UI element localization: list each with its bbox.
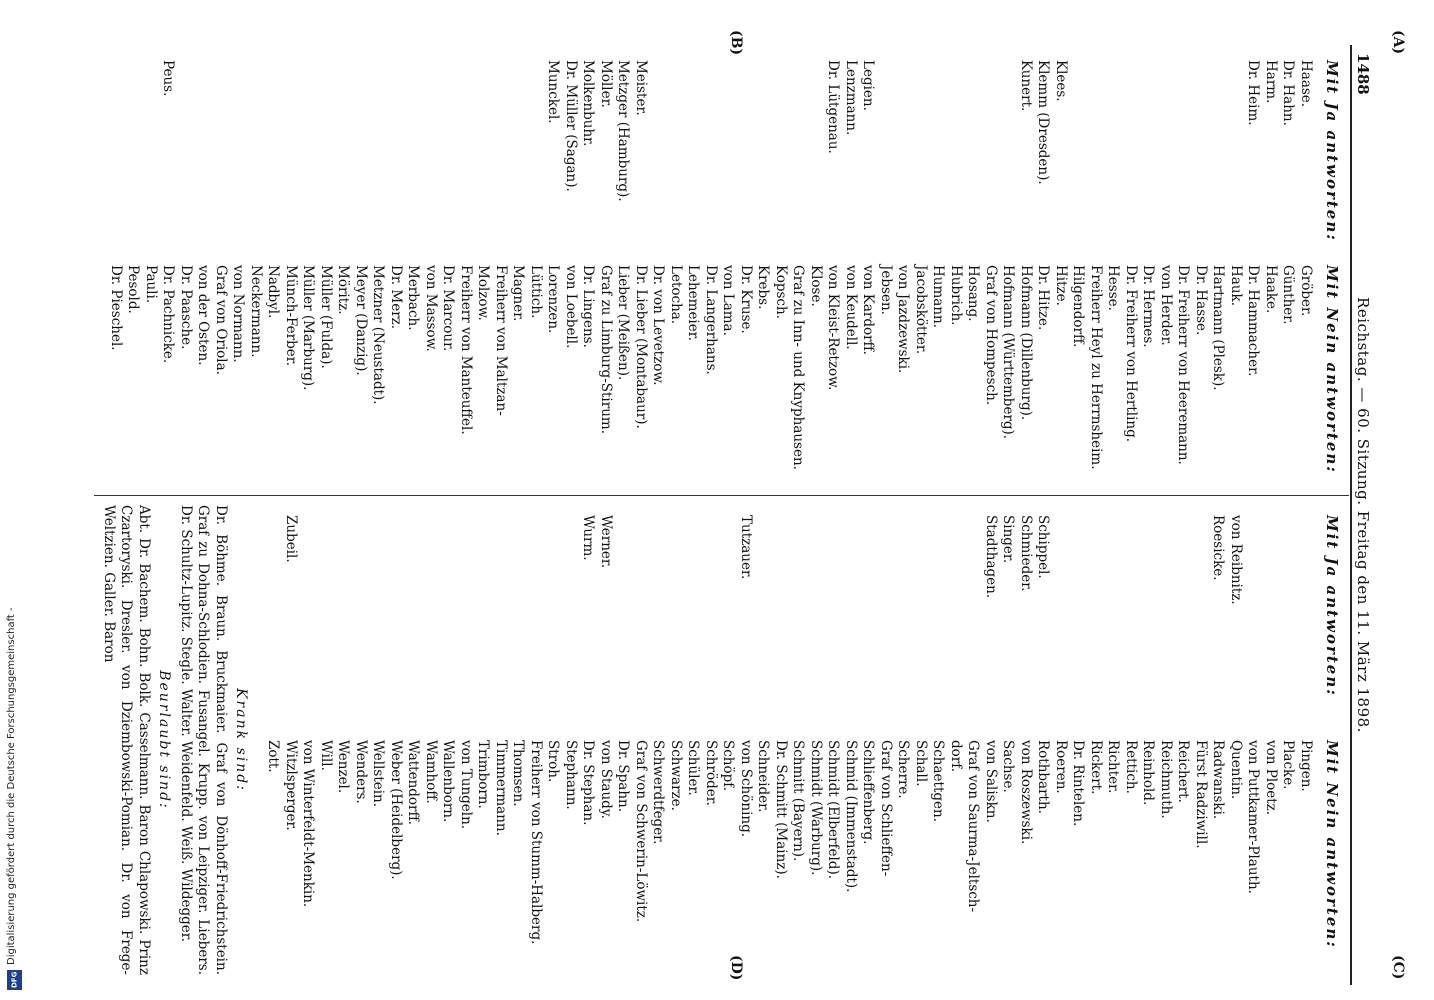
right-yes-entry [422,515,440,605]
right-yes-entry: Tutzauer. [738,515,754,580]
right-yes-entry [824,515,842,605]
left-no-entry: Dr. Hermes. [1140,265,1157,348]
right-no-entry: Richter. [1105,740,1122,794]
left-yes-entry [1087,60,1105,202]
left-no-entry: Meyer (Danzig). [353,265,369,376]
left-yes-entry [229,60,247,202]
left-yes-entry [789,60,807,202]
left-yes-entry [194,60,212,202]
left-yes-entry [527,60,545,202]
right-no-entry: Schröder. [703,740,719,806]
right-no-entry: Schlieffenberg. [860,740,877,845]
right-yes-entry [964,515,982,605]
right-yes-entry [719,515,737,605]
right-no-entry: Rettich. [1123,740,1139,794]
left-yes-entry [247,60,265,202]
margin-mark-d: (D) [728,955,744,981]
left-no-entry: von Massow. [423,265,439,352]
right-no-entry: von Roszewski. [1018,740,1034,845]
right-yes-entry [474,515,492,605]
right-yes-entry [1192,515,1210,605]
left-no-list [107,265,1315,470]
right-no-entry: von Saliskn. [983,740,999,823]
right-no-entry: Freiherr von Stumm-Halberg. [528,740,544,945]
right-yes-entry: Schmieder. [1018,515,1034,592]
left-yes-entry: Klemm (Dresden). [1035,60,1052,185]
right-yes-entry [1157,515,1175,605]
left-yes-entry [877,60,895,202]
right-yes-entry [1104,515,1122,605]
left-no-entry: Merbach. [405,265,422,331]
left-yes-entry [1192,60,1210,202]
left-yes-entry: Dr. Müller (Sagan). [563,60,579,192]
right-no-entry: Graf von Saurma-Jeltsch- [965,740,982,913]
right-no-entry: Will. [318,740,334,771]
right-yes-entry [369,515,387,605]
right-no-entry: Wellstein. [370,740,387,808]
left-no-entry: von Herder. [1158,265,1174,346]
left-no-entry: Graf zu Limburg-Stirum. [598,265,614,434]
left-yes-entry [982,60,1000,202]
left-yes-entry [212,60,230,202]
left-no-entry: Hartmann (Plesk). [1210,265,1227,391]
right-yes-entry [1279,515,1297,605]
right-yes-entry [1052,515,1070,605]
right-no-entry: Schmidt (Elberfeld). [825,740,842,880]
right-yes-entry [912,515,930,605]
left-yes-entry [509,60,527,202]
left-no-entry: Dr. Merz. [388,265,404,330]
right-yes-entry [877,515,895,605]
right-yes-entry [387,515,405,605]
right-yes-entry [894,515,912,605]
right-yes-entry [842,515,860,605]
left-yes-entry [772,60,790,202]
right-yes-entry: Werner. [598,515,614,569]
right-no-entry: Wallenborn. [440,740,457,823]
left-yes-entry [1209,60,1227,202]
right-yes-entry [1069,515,1087,605]
left-yes-entry [369,60,387,202]
right-no-entry: Scherre. [895,740,912,799]
right-yes-entry [702,515,720,605]
left-yes-entry [1227,60,1245,202]
left-yes-entry [422,60,440,202]
left-no-entry: Molzow. [475,265,492,321]
left-no-entry: Lieber (Meißen). [615,265,632,381]
left-no-entry: Graf von Hompesch. [983,265,999,406]
right-no-entry: Quentin. [1228,740,1244,800]
right-yes-entry [667,515,685,605]
left-no-entry: Hesse. [1105,265,1122,311]
right-yes-entry [334,515,352,605]
right-yes-entry: Roesicke. [1210,515,1227,581]
right-no-list [264,740,1314,944]
right-yes-entry [684,515,702,605]
right-yes-entry: Stadthagen. [983,515,999,599]
left-no-entry: Dr. von Levetzow. [650,265,667,386]
left-yes-entry: Möller. [598,60,614,108]
left-yes-entry [912,60,930,202]
right-no-entry: Pingen. [1298,740,1314,792]
right-no-entry: Schwarze. [668,740,684,811]
left-no-entry: Pesold. [125,265,142,314]
right-no-heading: Mit Nein antworten: [1323,740,1341,949]
left-no-entry: Günther. [1280,265,1297,325]
left-yes-entry [1174,60,1192,202]
left-yes-entry: Harm. [1263,60,1279,104]
right-yes-entry [1244,515,1262,605]
left-no-entry: Graf zu Inn- und Knyphausen. [790,265,807,470]
right-no-entry: von Ploetz. [1263,740,1279,816]
right-no-entry: Schmidt (Warburg). [808,740,824,876]
right-no-entry: Reichert. [1175,740,1192,803]
right-no-entry: Sachse. [1000,740,1017,793]
left-no-entry: Hosang. [965,265,982,322]
right-no-entry: Schneider. [755,740,772,813]
left-no-entry: Münch-Ferber. [283,265,299,366]
left-no-entry: Haake. [1263,265,1279,314]
right-yes-entry [509,515,527,605]
right-no-entry: Placke. [1280,740,1297,790]
margin-mark-b: (B) [728,30,744,56]
right-no-entry: von Tungeln. [458,740,474,830]
left-yes-entry [387,60,405,202]
right-no-entry: Graf von Schlieffen- [878,740,894,877]
left-no-entry: Dr. Hammacher. [1245,265,1262,377]
right-no-entry: Schöpf. [720,740,737,792]
right-no-entry: Schwerdtfeger. [650,740,667,845]
right-yes-entry [614,515,632,605]
left-yes-entry [737,60,755,202]
right-yes-entry: Zubeil. [283,515,299,563]
left-yes-entry [1069,60,1087,202]
right-yes-entry [1122,515,1140,605]
right-yes-entry [1139,515,1157,605]
page-header [1350,45,1392,985]
left-yes-entry [299,60,317,202]
left-no-entry: von Kleist-Retzow. [825,265,842,391]
left-no-entry: Dr. Marcour. [440,265,457,352]
margin-mark-a: (A) [1390,30,1406,55]
right-no-entry: Reinhold. [1140,740,1157,806]
right-yes-entry [562,515,580,605]
right-yes-entry [772,515,790,605]
right-no-entry: Zott. [265,740,282,773]
right-no-entry: von Winterfeldt-Menkin. [300,740,317,908]
left-no-entry: Dr. Pachnicke. [160,265,177,364]
left-yes-entry [667,60,685,202]
left-no-entry: Hofmann (Württemberg). [1000,265,1017,440]
right-no-entry: von Puttkamer-Plauth. [1245,740,1262,894]
left-no-heading: Mit Nein antworten: [1323,265,1341,474]
right-yes-entry [1262,515,1280,605]
right-yes-entry [929,515,947,605]
left-no-entry: Dr. Hitze. [1035,265,1052,331]
left-yes-entry [719,60,737,202]
left-yes-entry [964,60,982,202]
left-yes-entry [457,60,475,202]
right-yes-entry [492,515,510,605]
left-yes-entry [352,60,370,202]
right-no-entry: Graf von Schwerin-Löwitz. [633,740,649,923]
right-yes-entry: Wurm. [580,515,597,561]
right-no-entry: Witzlsperger. [283,740,299,831]
left-no-entry: Humann. [930,265,947,328]
left-no-entry: Dr. Hasse. [1193,265,1209,336]
leave-heading: Beurlaubt sind: [156,670,172,810]
left-yes-entry: Dr. Lütgenau. [825,60,842,154]
left-no-entry: Müller (Fulda). [318,265,334,369]
right-yes-entry [807,515,825,605]
left-no-entry: Jebsen. [878,265,894,315]
left-no-entry: Hauk. [1228,265,1244,306]
left-yes-entry [317,60,335,202]
right-no-entry: Roeren. [1053,740,1069,794]
left-no-entry: Lüttich. [528,265,544,319]
right-yes-entry [404,515,422,605]
left-no-entry: Graf von Oriola. [213,265,229,375]
left-yes-entry [282,60,300,202]
left-no-entry: Kopsch. [773,265,789,319]
left-no-entry: Lorenzen. [545,265,562,334]
right-yes-entry [1297,515,1315,605]
left-yes-entry: Dr. Hahn. [1280,60,1297,126]
left-yes-entry [649,60,667,202]
right-no-entry: Schmid (Immenstadt). [843,740,859,893]
page-number: 1488 [1354,53,1372,95]
right-yes-entry [649,515,667,605]
right-no-entry: Schüler. [685,740,702,796]
left-no-entry: Dr. Pieschel. [108,265,124,351]
page-title: Reichstag. — 60. Sitzung. Freitag den 11. März 1898. [1354,297,1372,733]
left-yes-entry [807,60,825,202]
right-no-entry: Reichmuth. [1158,740,1174,819]
right-yes-entry [789,515,807,605]
left-yes-entry: Munckel. [545,60,562,124]
right-yes-entry [1174,515,1192,605]
left-yes-entry [1122,60,1140,202]
right-no-entry: von Schöning. [738,740,754,838]
left-yes-entry [947,60,965,202]
sick-heading: Krank sind: [233,688,249,792]
left-no-entry: Dr. Paasche. [178,265,194,350]
left-no-entry: Dr. Langerhans. [703,265,719,375]
left-no-entry: Krebs. [755,265,772,310]
right-yes-entry [754,515,772,605]
left-no-entry: von Kardorff. [860,265,877,355]
right-no-entry: Stroh. [545,740,562,783]
left-no-entry: von Lama. [720,265,737,336]
left-yes-entry: Metzger (Hamburg). [615,60,632,202]
left-yes-entry: Dr. Heim. [1245,60,1262,126]
left-yes-entry [702,60,720,202]
left-no-entry: Hofmann (Dillenburg). [1018,265,1034,421]
right-no-entry: Trimborn. [475,740,492,809]
left-no-entry: von Keudell. [843,265,859,350]
right-no-entry: Wamhoff. [423,740,439,804]
left-no-entry: Dr. Kruse. [738,265,754,334]
right-yes-entry [439,515,457,605]
left-no-entry: Dr. Lieber (Montabaur). [633,265,649,429]
credit-text: Digitalisierung gefördert durch die Deutsche Forschungsgemeinschaft - [6,607,17,965]
left-yes-entry [684,60,702,202]
left-no-entry: Hubrich. [948,265,964,326]
left-yes-entry [754,60,772,202]
left-no-entry: Neckermann. [248,265,264,358]
right-no-entry: Stephann. [563,740,579,810]
right-no-entry: Fürst Radziwill. [1193,740,1209,849]
right-yes-entry [352,515,370,605]
left-yes-list [159,60,1314,202]
left-no-entry: Freiherr von Manteuffel. [458,265,474,435]
right-no-entry: von Staudy. [598,740,614,819]
left-yes-entry [404,60,422,202]
right-no-entry: Radwanski. [1210,740,1227,820]
margin-mark-c: (C) [1390,955,1406,980]
dfg-credit [6,605,24,990]
right-no-entry: Schmitt (Bayern). [790,740,807,862]
right-no-entry: dorf. [948,740,964,773]
left-yes-entry: Meister. [633,60,649,116]
right-no-entry: Wenzel. [335,740,352,794]
right-yes-entry [1087,515,1105,605]
right-yes-entry [859,515,877,605]
right-yes-entry: von Reibnitz. [1228,515,1244,605]
right-no-entry: Dr. Schmitt (Mainz). [773,740,789,879]
right-no-entry: Schaettgen. [930,740,947,823]
leave-text: Abt. Dr. Bachem. Bohn. Bolk. Casselmann. Baron Chlapowski. Prinz Czartoryski. Dresler. von Dziembowski-Pomian. Dr. von Frege-Weltzien. Galler. Baron [101,505,152,975]
left-no-entry: von der Osten. [195,265,212,366]
left-yes-entry [1139,60,1157,202]
right-no-entry: Weber (Heidelberg). [388,740,404,880]
left-yes-entry [999,60,1017,202]
left-yes-entry [177,60,195,202]
left-no-entry: Letocha. [668,265,684,325]
left-no-entry: Metzner (Neustadt). [370,265,387,405]
left-yes-entry [474,60,492,202]
left-no-entry: Freiherr Heyl zu Herrnsheim. [1088,265,1104,470]
left-no-entry: Müller (Marburg). [300,265,317,391]
dfg-logo: DFG [7,970,22,990]
right-no-entry: Thomsen. [510,740,527,807]
left-no-entry: Klose. [808,265,824,307]
left-no-entry: Lehemeier. [685,265,702,341]
left-yes-entry [264,60,282,202]
right-no-entry: Dr. Spahn. [615,740,632,812]
sick-text: Dr. Böhme. Braun. Bruckmaier. Graf von Dönhoff-Friedrichstein. Graf zu Dohna-Schlodien. Fusangel. Krupp. von Leipziger. Liebers. Dr. Schultz-Lupitz. Stegle. Walter. Weidenfeld. Weiß. Wildegger. [178,505,229,975]
left-yes-entry [929,60,947,202]
right-yes-list [282,515,1315,605]
left-no-entry: von Loebell. [563,265,579,349]
left-yes-entry: Lenzmann. [843,60,859,136]
left-yes-entry: Haase. [1298,60,1314,108]
left-no-entry: Dr. Freiherr von Heeremann. [1175,265,1192,465]
left-yes-heading: Mit Ja antworten: [1323,60,1341,242]
left-yes-entry: Peus. [160,60,177,97]
right-no-entry: Wattendorff. [405,740,422,825]
left-yes-entry: Kunert. [1018,60,1034,112]
right-no-entry: Dr. Stephan. [580,740,597,826]
right-no-entry: Dr. Rintelen. [1070,740,1087,827]
column-divider [94,495,1349,496]
left-no-entry: Nadbyl. [265,265,282,319]
right-yes-entry: Singer. [1000,515,1017,564]
left-no-entry: Hilgendorff. [1070,265,1087,348]
right-yes-entry [527,515,545,605]
left-no-entry: Möritz. [335,265,352,315]
left-yes-entry [1157,60,1175,202]
right-yes-entry [632,515,650,605]
left-yes-entry [894,60,912,202]
left-no-entry: Freiherr von Maltzan- [493,265,509,416]
right-no-entry: Wenders. [353,740,369,804]
right-no-entry: Rothbarth. [1035,740,1052,814]
left-no-entry: Magner. [510,265,527,322]
left-yes-entry [492,60,510,202]
left-no-entry: Pauli. [143,265,159,304]
left-yes-entry [1104,60,1122,202]
left-yes-entry: Klees. [1053,60,1069,102]
left-no-entry: Jacobskötter. [913,265,929,355]
right-yes-entry [947,515,965,605]
right-no-entry: Timmermann. [493,740,509,836]
right-yes-entry [299,515,317,605]
right-yes-entry: Schippel. [1035,515,1052,579]
right-yes-heading: Mit Ja antworten: [1323,515,1341,697]
right-no-entry: Rickert. [1088,740,1104,795]
left-yes-entry [334,60,352,202]
left-yes-entry: Molkenbuhr. [580,60,597,147]
right-yes-entry [317,515,335,605]
right-no-entry: Schall. [913,740,929,787]
right-yes-entry [544,515,562,605]
left-no-entry: Dr. Lingens. [580,265,597,348]
left-no-entry: Gröber. [1298,265,1314,317]
right-yes-entry [457,515,475,605]
left-no-entry: von Jazdzewski. [895,265,912,374]
left-yes-entry [439,60,457,202]
left-no-entry: Hitze. [1053,265,1069,306]
left-no-entry: von Normann. [230,265,247,363]
left-no-entry: Dr. Freiherr von Hertling. [1123,265,1139,443]
left-yes-entry: Legien. [860,60,877,111]
